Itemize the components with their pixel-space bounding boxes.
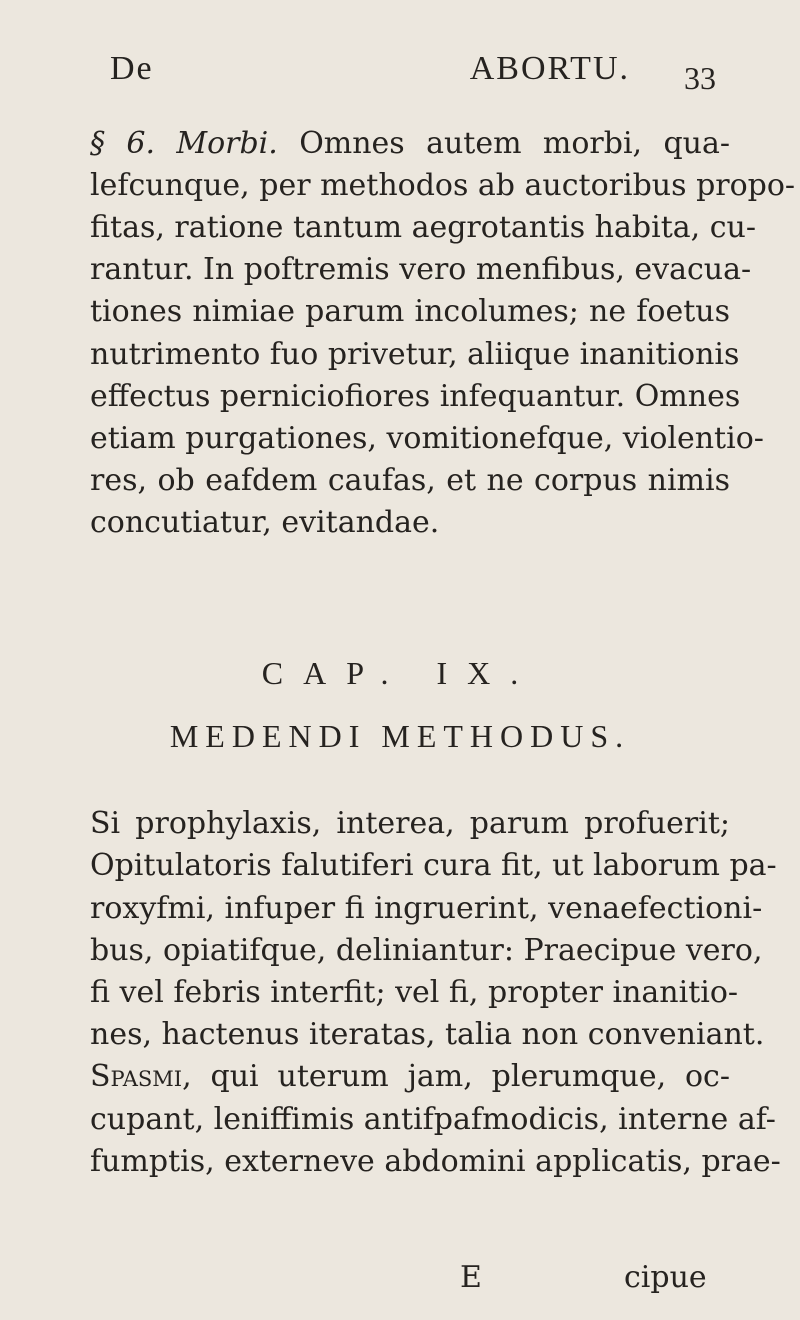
section-label: § 6. Morbi. bbox=[90, 126, 278, 161]
text-line: nutrimento fuo privetur, aliique inanitionis bbox=[90, 337, 740, 372]
text-line: etiam purgationes, vomitionefque, violentio- bbox=[90, 421, 764, 456]
page-number: 33 bbox=[684, 60, 716, 96]
text-line-last: concutiatur, evitandae. bbox=[90, 505, 440, 540]
spasmi-word: Spasmi, bbox=[90, 1059, 192, 1094]
chapter-label: CAP. IX. bbox=[261, 655, 539, 691]
text-line: Opitulatoris falutiferi cura fit, ut laborum pa- bbox=[90, 848, 777, 883]
catchword: cipue bbox=[624, 1260, 707, 1295]
text-line: tiones nimiae parum incolumes; ne foetus bbox=[90, 294, 730, 329]
text-line: bus, opiatifque, deliniantur: Praecipue vero, bbox=[90, 933, 763, 968]
text-line: fitas, ratione tantum aegrotantis habita, cu- bbox=[90, 210, 756, 245]
text-line: Si prophylaxis, interea, parum profuerit; bbox=[90, 806, 730, 841]
text-line: lefcunque, per methodos ab auctoribus propo- bbox=[90, 168, 796, 203]
text-line: effectus perniciofiores infequantur. Omnes bbox=[90, 379, 741, 414]
text-line: fi vel febris interfit; vel fi, propter inanitio- bbox=[90, 975, 739, 1010]
chapter-title: MEDENDI METHODUS. bbox=[169, 718, 631, 754]
text-line: roxyfmi, infuper fi ingruerint, venaefectioni- bbox=[90, 891, 763, 926]
spasmi-line: Spasmi, qui uterum jam, plerumque, oc- bbox=[90, 1059, 730, 1094]
signature-mark: E bbox=[460, 1260, 482, 1295]
text-line: rantur. In poftremis vero menfibus, evacua- bbox=[90, 252, 752, 287]
section-6-first-line: § 6. Morbi. Omnes autem morbi, qua- bbox=[90, 126, 730, 161]
text-line: fumptis, externeve abdomini applicatis, prae- bbox=[90, 1144, 781, 1179]
text-line: nes, hactenus iteratas, talia non conveniant. bbox=[90, 1017, 765, 1052]
text-line: cupant, leniffimis antifpafmodicis, interne af- bbox=[90, 1102, 776, 1137]
running-header: De ABORTU. bbox=[110, 50, 630, 87]
text-line: res, ob eafdem caufas, et ne corpus nimis bbox=[90, 463, 730, 498]
